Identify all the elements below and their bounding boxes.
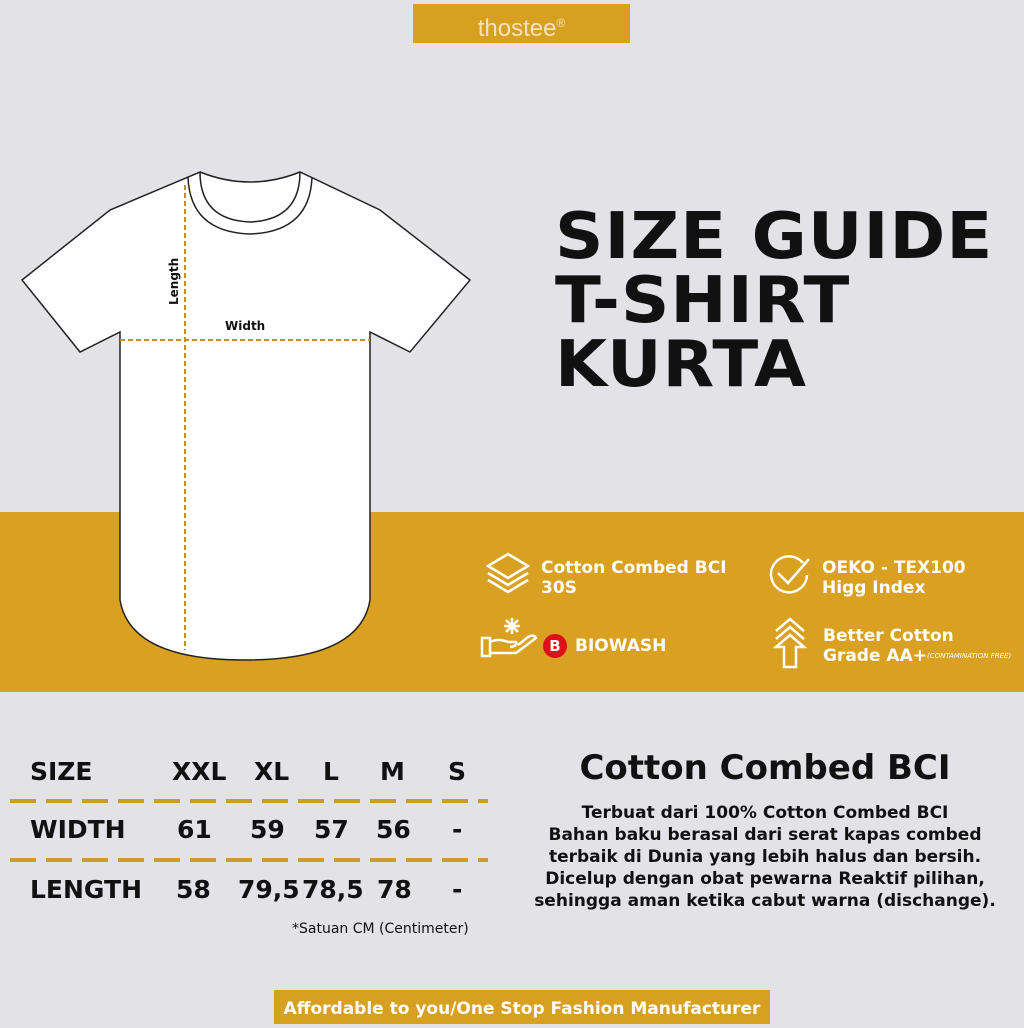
feature-oeko — [822, 558, 966, 598]
description-line: Dicelup dengan obat pewarna Reaktif pilihan, — [545, 869, 985, 889]
cell: 56 — [376, 815, 411, 844]
cell: 78 — [377, 875, 412, 904]
tshirt-outline — [22, 172, 470, 660]
brand-name: thostee — [477, 15, 557, 42]
description-title: Cotton Combed BCI — [579, 748, 951, 788]
feature-biowash — [575, 636, 666, 656]
contamination-note: (CONTAMINATION FREE) — [926, 652, 1012, 660]
feature-cotton — [541, 558, 727, 598]
hand-snowflake-icon — [480, 616, 540, 660]
cell: 57 — [314, 815, 349, 844]
title-line: KURTA — [555, 328, 808, 402]
check-circle-icon — [767, 553, 813, 595]
header-cell: M — [380, 757, 405, 786]
row-label: WIDTH — [30, 815, 126, 844]
cell: 61 — [177, 815, 212, 844]
cell: 78,5 — [302, 875, 364, 904]
title-line: SIZE GUIDE — [555, 200, 994, 274]
feature-line: BIOWASH — [575, 636, 667, 656]
description-text — [500, 802, 1024, 912]
arrow-up-icon — [772, 617, 808, 669]
width-label: Width — [225, 319, 266, 333]
description-line: terbaik di Dunia yang lebih halus dan bersih. — [548, 847, 982, 867]
cell: 59 — [250, 815, 285, 844]
description-line: Bahan baku berasal dari serat kapas combed — [548, 825, 982, 845]
cell: 79,5 — [238, 875, 300, 904]
cell: - — [452, 815, 463, 844]
header-cell: S — [448, 757, 467, 786]
footer-banner: Affordable to you/One Stop Fashion Manufacturer — [274, 990, 770, 1024]
description-line: sehingga aman ketika cabut warna (dischange). — [534, 891, 996, 911]
layers-icon — [485, 552, 531, 594]
brand-logo — [413, 4, 630, 43]
cell: 58 — [176, 875, 211, 904]
feature-better-cotton — [823, 626, 1011, 666]
length-label: Length — [167, 257, 181, 305]
header-cell: SIZE — [30, 757, 93, 786]
feature-line: 30S — [541, 578, 577, 598]
feature-line: Grade AA+ — [823, 646, 927, 666]
header-cell: L — [323, 757, 339, 786]
row-label: LENGTH — [30, 875, 142, 904]
page-title — [555, 200, 994, 402]
cell: - — [452, 875, 463, 904]
header-cell: XXL — [172, 757, 227, 786]
header-cell: XL — [254, 757, 290, 786]
divider — [10, 799, 488, 803]
feature-line: Cotton Combed BCI — [541, 558, 727, 578]
feature-line: OEKO - TEX100 — [822, 558, 966, 578]
biowash-badge: B — [543, 634, 567, 658]
tshirt-diagram — [0, 160, 500, 680]
registered-mark: ® — [556, 16, 566, 30]
description-line: Terbuat dari 100% Cotton Combed BCI — [581, 803, 949, 823]
title-line: T-SHIRT — [555, 264, 851, 338]
divider — [10, 858, 488, 862]
feature-line: Higg Index — [822, 578, 926, 598]
feature-line: Better Cotton — [823, 626, 954, 646]
unit-note: *Satuan CM (Centimeter) — [292, 921, 469, 937]
